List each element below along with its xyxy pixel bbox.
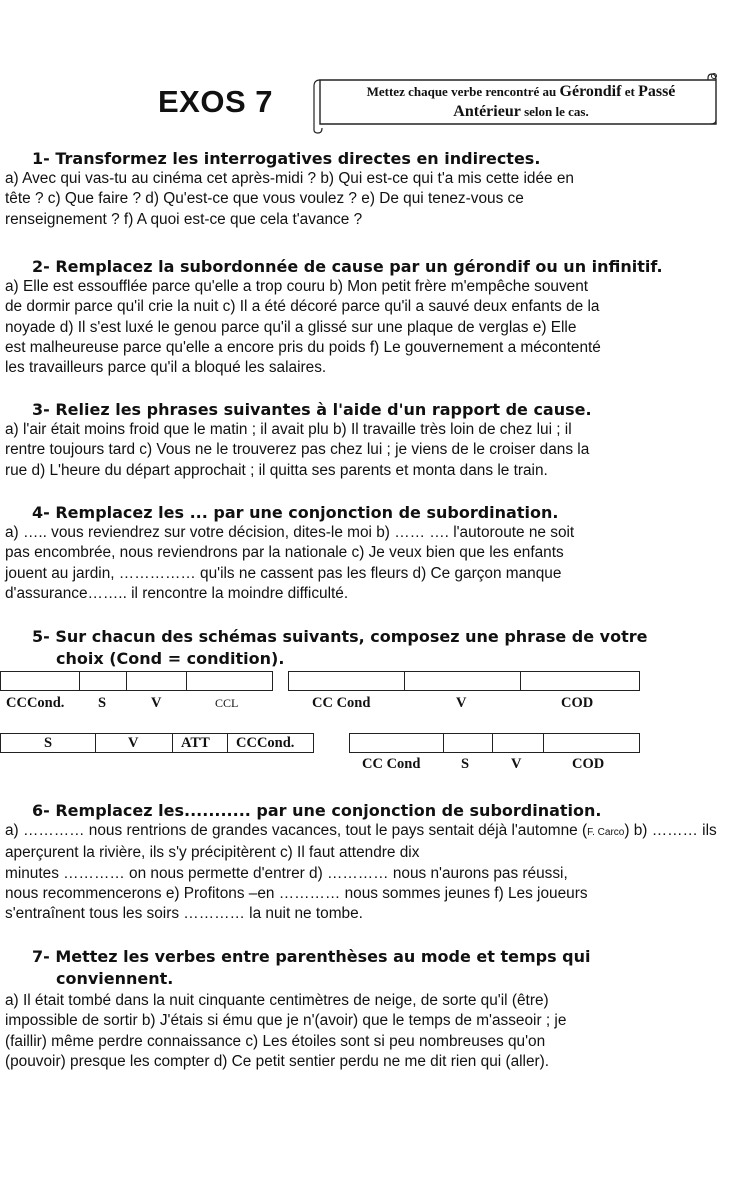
exercise-6-text: a) ………… nous rentrions de grandes vacances, tout le pays sentait déjà l'automne (F. Carco) b) ……… ils aperçurent la rivière, ils s'y précipitèrent c) Il faut attendre dix minutes ………… on nous permette d'entrer d) ………… nous n'aurons pas réussi, nous recommencerons e) Profitons –en ………… nous sommes jeunes f) Les joueurs s'entraînent tous les soirs ………… la nuit ne tombe. bbox=[5, 822, 717, 923]
schema-label: S bbox=[98, 695, 107, 711]
page-title: EXOS 7 bbox=[158, 84, 273, 119]
exercise-6-heading: 6- Remplacez les........... par une conjonction de subordination. bbox=[32, 801, 602, 820]
exercise-7-text: a) Il était tombé dans la nuit cinquante centimètres de neige, de sorte qu'il (être) impossible de sortir b) J'étais si ému que je n'(avoir) que le temps de m'asseoir ; je (faillir) même perdre connaissance c) Les étoiles sont si peu nombreuses qu'on (pouvoir) presque les compter d) Ce petit sentier perdu ne me dit rien qui (aller). bbox=[5, 992, 567, 1070]
schema-label: ATT bbox=[181, 735, 210, 751]
exercise-2-text: a) Elle est essoufflée parce qu'elle a trop couru b) Mon petit frère m'empêche souvent de dormir parce qu'il crie la nuit c) Il a été décoré parce qu'il a sauvé deux enfants de la noyade d) Il s'est luxé le genou parce qu'il a glissé sur une plaque de verglas e) Elle est malheureuse parce qu'elle a encore pris du poids f) Le gouvernement a mécontenté les travailleurs parce qu'il a bloqué les salaires. bbox=[5, 278, 601, 377]
schema-label: V bbox=[511, 756, 522, 772]
schema-label: CC Cond bbox=[312, 695, 371, 711]
schema-label: CCCond. bbox=[6, 695, 65, 711]
schema-label: CC Cond bbox=[362, 756, 421, 772]
instruction-scroll bbox=[312, 72, 722, 132]
exercise-2-heading: 2- Remplacez la subordonnée de cause par un gérondif ou un infinitif. bbox=[32, 257, 663, 276]
schema-label: V bbox=[128, 735, 139, 751]
exercise-7-heading: 7- Mettez les verbes entre parenthèses au mode et temps qui conviennent. bbox=[32, 947, 591, 988]
exercise-4-text: a) ….. vous reviendrez sur votre décision, dites-le moi b) …… …. l'autoroute ne soit pas encombrée, nous reviendrons par la nationale c) Je veux bien que les enfants jouent au jardin, …………… qu'ils ne cassent pas les fleurs d) Ce garçon manque d'assurance…….. il rencontre la moindre difficulté. bbox=[5, 524, 575, 602]
schema-label: COD bbox=[572, 756, 605, 772]
schema-label: S bbox=[44, 735, 53, 751]
schema-label: CCCond. bbox=[236, 735, 295, 751]
exercise-5-heading: 5- Sur chacun des schémas suivants, composez une phrase de votre choix (Cond = condition). bbox=[32, 627, 648, 668]
exercise-4-heading: 4- Remplacez les ... par une conjonction de subordination. bbox=[32, 503, 559, 522]
instruction-text: Mettez chaque verbe rencontré au Gérondif et Passé Antérieur selon le cas. bbox=[366, 83, 676, 120]
schema-label: S bbox=[461, 756, 470, 772]
exercise-3-heading: 3- Reliez les phrases suivantes à l'aide d'un rapport de cause. bbox=[32, 400, 592, 419]
schema-label: V bbox=[456, 695, 467, 711]
schema-label: CCL bbox=[215, 696, 239, 710]
author-reference: F. Carco bbox=[587, 827, 625, 838]
schema-label: V bbox=[151, 695, 162, 711]
schema-label: COD bbox=[561, 695, 594, 711]
exercise-1-text: a) Avec qui vas-tu au cinéma cet après-midi ? b) Qui est-ce qui t'a mis cette idée en tête ? c) Que faire ? d) Qu'est-ce que vous voulez ? e) De qui tenez-vous ce renseignement ? f) A quoi est-ce que cela t'avance ? bbox=[5, 170, 574, 228]
exercise-1-heading: 1- Transformez les interrogatives directes en indirectes. bbox=[32, 149, 541, 168]
exercise-3-text: a) l'air était moins froid que le matin ; il avait plu b) Il travaille très loin de chez lui ; il rentre toujours tard c) Vous ne le trouverez pas chez lui ; je viens de le croiser dans la rue d) L'heure du départ approchait ; il quitta ses parents et monta dans le train. bbox=[5, 421, 590, 479]
